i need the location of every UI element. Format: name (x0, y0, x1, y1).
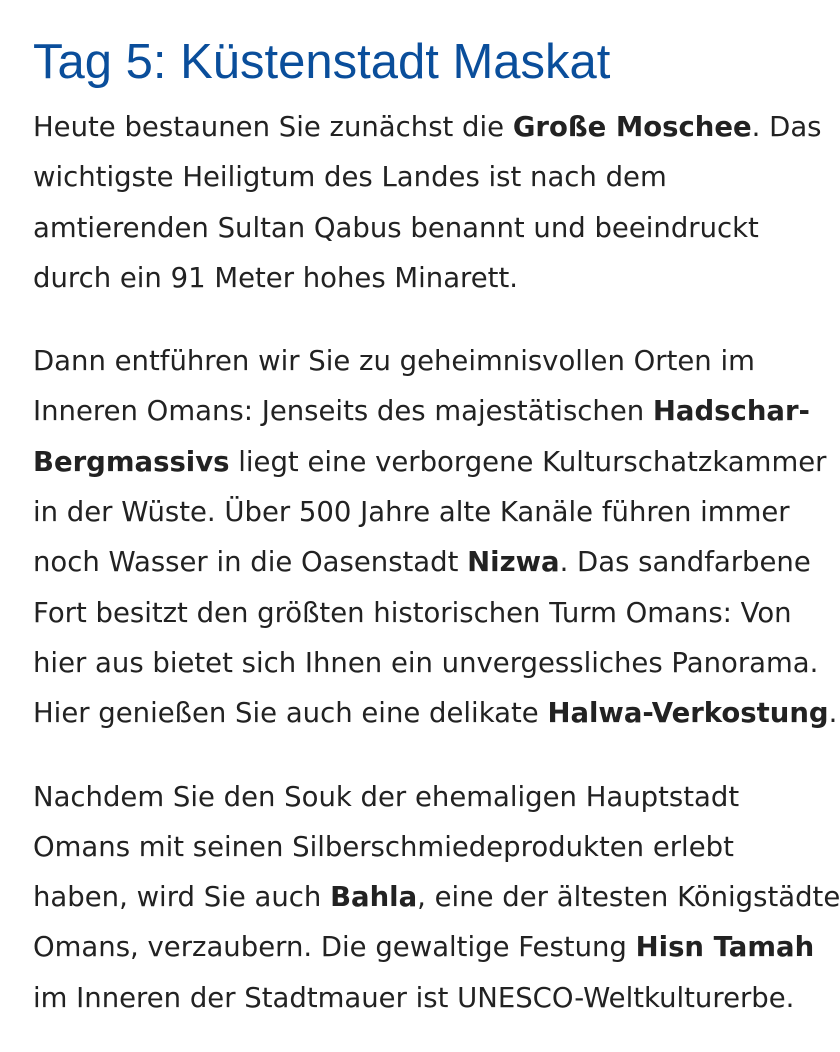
text-line: hier aus bietet sich Ihnen ein unvergessliches Panorama. (33, 646, 819, 679)
text-run: haben, wird Sie auch (33, 881, 331, 914)
highlight-hisn-tamah: Hisn Tamah (635, 931, 815, 964)
text-line (33, 437, 833, 487)
highlight-bahla: Bahla (330, 881, 418, 914)
text-run: Inneren Omans: Jenseits des majestätischen (33, 395, 653, 428)
page-title: Tag 5: Küstenstadt Maskat (33, 35, 611, 89)
paragraph-bahla (33, 772, 840, 1023)
text-line: im Inneren der Stadtmauer ist UNESCO-Weltkulturerbe. (33, 981, 795, 1014)
highlight-bergmassivs: Bergmassivs (33, 445, 230, 478)
highlight-halwa-verkostung: Halwa-Verkostung (547, 697, 829, 730)
text-line: Omans mit seinen Silberschmiedeprodukten erlebt (33, 830, 734, 863)
text-line: Nachdem Sie den Souk der ehemaligen Hauptstadt (33, 780, 740, 813)
text-line (33, 386, 833, 436)
text-line (33, 688, 838, 738)
text-run: . Das (751, 111, 822, 143)
text-line (33, 537, 833, 587)
text-line: Dann entführen wir Sie zu geheimnisvollen Orten im (33, 345, 755, 378)
paragraph-grosse-moschee (33, 102, 833, 303)
paragraph-nizwa (33, 336, 838, 738)
text-line: amtierenden Sultan Qabus benannt und beeindruckt (33, 211, 759, 244)
highlight-grosse-moschee: Große Moschee (512, 111, 752, 143)
text-line: durch ein 91 Meter hohes Minarett. (33, 261, 518, 294)
text-line (33, 872, 840, 922)
highlight-hadschar: Hadschar- (652, 395, 810, 428)
text-line: in der Wüste. Über 500 Jahre alte Kanäle führen immer (33, 496, 790, 529)
text-run: . (828, 697, 838, 730)
text-run: Omans, verzaubern. Die gewaltige Festung (33, 931, 636, 964)
highlight-nizwa: Nizwa (467, 546, 560, 579)
text-run: . Das sandfarbene (559, 546, 811, 579)
text-run: liegt eine verborgene Kulturschatzkammer (229, 445, 827, 478)
text-run: Hier genießen Sie auch eine delikate (33, 697, 548, 730)
text-run: noch Wasser in die Oasenstadt (33, 546, 468, 579)
text-line: wichtigste Heiligtum des Landes ist nach dem (33, 161, 667, 194)
text-line (33, 102, 833, 152)
text-line: Fort besitzt den größten historischen Turm Omans: Von (33, 596, 792, 629)
text-line (33, 922, 833, 972)
text-run: , eine der ältesten Königstädte (417, 881, 840, 914)
text-run: Heute bestaunen Sie zunächst die (33, 111, 513, 143)
article (33, 0, 840, 1023)
